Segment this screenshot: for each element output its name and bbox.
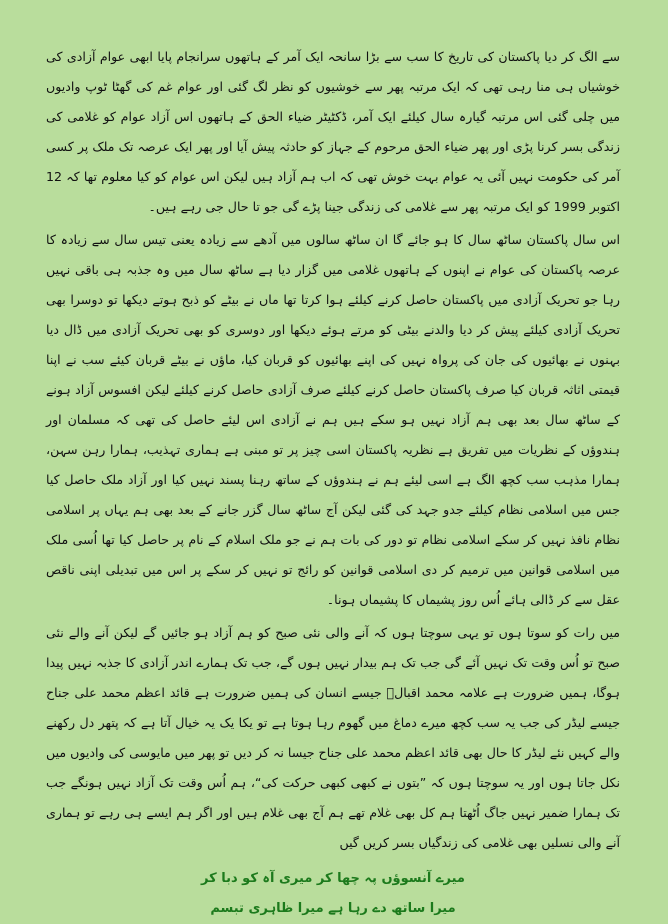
closing-verse-line-2: میرا ساتھ دے رہا ہے میرا ظاہری تبسم — [210, 901, 456, 916]
closing-verse-line-1: میرے آنسوؤں پہ چھا کر میری آہ کو دبا کر — [201, 871, 465, 886]
article-paragraph-2: اس سال پاکستان ساٹھ سال کا ہو جائے گا ان ساٹھ سالوں میں آدھے سے زیادہ یعنی تیس سال سے زیادہ کا عرصہ پاکستان کی عوام نے اپنوں کے ہاتھوں غلامی میں گزار دیا ہے ساٹھ سال میں وہ جذبہ ہی باقی نہیں رہا جو تحریک آزادی میں پاکستان حاصل کرنے کیلئے ہوا کرتا تھا ماں نے بیٹے کو ذبح ہوتے دیکھا تو دوسرا بھی تحریک آزادی کیلئے پیش کر دیا والدنے بیٹی کو مرتے ہوئے دیکھا اور دوسری کو بھی تحریک آزادی میں ڈال دیا بہنوں نے بھائیوں کی جان کی پرواہ نہیں کی اپنے بھائیوں کو قربان کیا، ماؤں نے بیٹے قربان کیئے سب نے اپنا قیمتی اثاثہ قربان کیا صرف پاکستان حاصل کرنے کیلئے صرف آزادی حاصل کرنے کیلئے لیکن افسوس آزاد ہونے کے ساٹھ سال بعد بھی ہم آزاد نہیں ہو سکے ہیں ہم نے آزادی اس لیئے حاصل کی تھی کہ مسلمان اور ہندوؤں کے نظریات میں تفریق ہے نظریہ پاکستان اسی چیز پر تو مبنی ہے ہماری تہذیب، ہمارا رہن سہن، ہمارا مذہب سب کچھ الگ ہے اسی لیئے ہم نے ہندوؤں کے ساتھ رہنا پسند نہیں کیا اور آزاد ملک حاصل کیا جس میں اسلامی نظام کیلئے جدو جہد کی گئی لیکن آج ساٹھ سال گزر جانے کے بعد بھی ہم یہاں پر اسلامی نظام نافذ نہیں کر سکے اسلامی نظام تو دور کی بات ہم نے جو ملک اسلام کے نام پر حاصل کیا تھا اُسی ملک میں اسلامی قوانین میں ترمیم کر دی اسلامی قوانین کو رائج تو نہیں کر سکے پر اس میں تبدیلی اپنی ناقص عقل سے کر ڈالی ہائے اُس روز پشیماں کا پشیماں ہونا۔ — [46, 232, 620, 607]
article-paragraph-3: میں رات کو سوتا ہوں تو یہی سوچتا ہوں کہ آنے والی نئی صبح کو ہم آزاد ہو جائیں گے لیکن آنے والے نئی صبح تو اُس وقت تک نہیں آئے گی جب تک ہم بیدار نہیں ہوں گے، جب تک ہمارے اندر آزادی کا جذبہ نہیں پیدا ہوگا، ہمیں ضرورت ہے علامہ محمد اقبالؒ جیسے انسان کی ہمیں ضرورت ہے قائد اعظم محمد علی جناح جیسے لیڈر کی جب یہ سب کچھ میرے دماغ میں گھوم رہا ہوتا ہے تو یکا یک یہ خیال آتا ہے کہ پتھر دل رکھنے والے کہیں نئے لیڈر کا حال بھی قائد اعظم محمد علی جناح جیسا نہ کر دیں تو پھر میں مایوسی کی وادیوں میں نکل جاتا ہوں اور یہ سوچتا ہوں کہ ”بتوں نے کبھی کبھی حرکت کی“، ہم اُس وقت تک آزاد نہیں ہونگے جب تک ہمارا ضمیر نہیں جاگ اُٹھتا ہم کل بھی غلام تھے ہم آج بھی غلام ہیں اور اگر ہم ایسے ہی رہے تو ہماری آنے والی نسلیں بھی غلامی کی زندگیاں بسر کریں گیں — [46, 625, 620, 850]
article-paragraph-1: سے الگ کر دیا پاکستان کی تاریخ کا سب سے بڑا سانحہ ایک آمر کے ہاتھوں سرانجام پایا ابھی عوام آزادی کی خوشیاں ہی منا رہی تھی کہ ایک مرتبہ پھر سے خوشیوں کو نظر لگ گئی اور عوام غم کی گھٹا ٹوپ وادیوں میں چلی گئی اس مرتبہ گیارہ سال کیلئے ایک آمر، ڈکٹیٹر ضیاء الحق کے ہاتھوں اس آزاد عوام کو غلامی کی زندگی بسر کرنا پڑی اور پھر ضیاء الحق مرحوم کے جہاز کو حادثہ پیش آیا اور پھر ایک عرصہ تک ملک پر کسی آمر کی حکومت نہیں آئی یہ عوام بہت خوش تھی کہ اب ہم آزاد ہیں لیکن اس عوام کو کیا معلوم تھا کہ 12 اکتوبر 1999 کو ایک مرتبہ پھر سے غلامی کی زندگی جینا پڑے گی جو تا حال جی رہے ہیں۔ — [46, 49, 620, 214]
